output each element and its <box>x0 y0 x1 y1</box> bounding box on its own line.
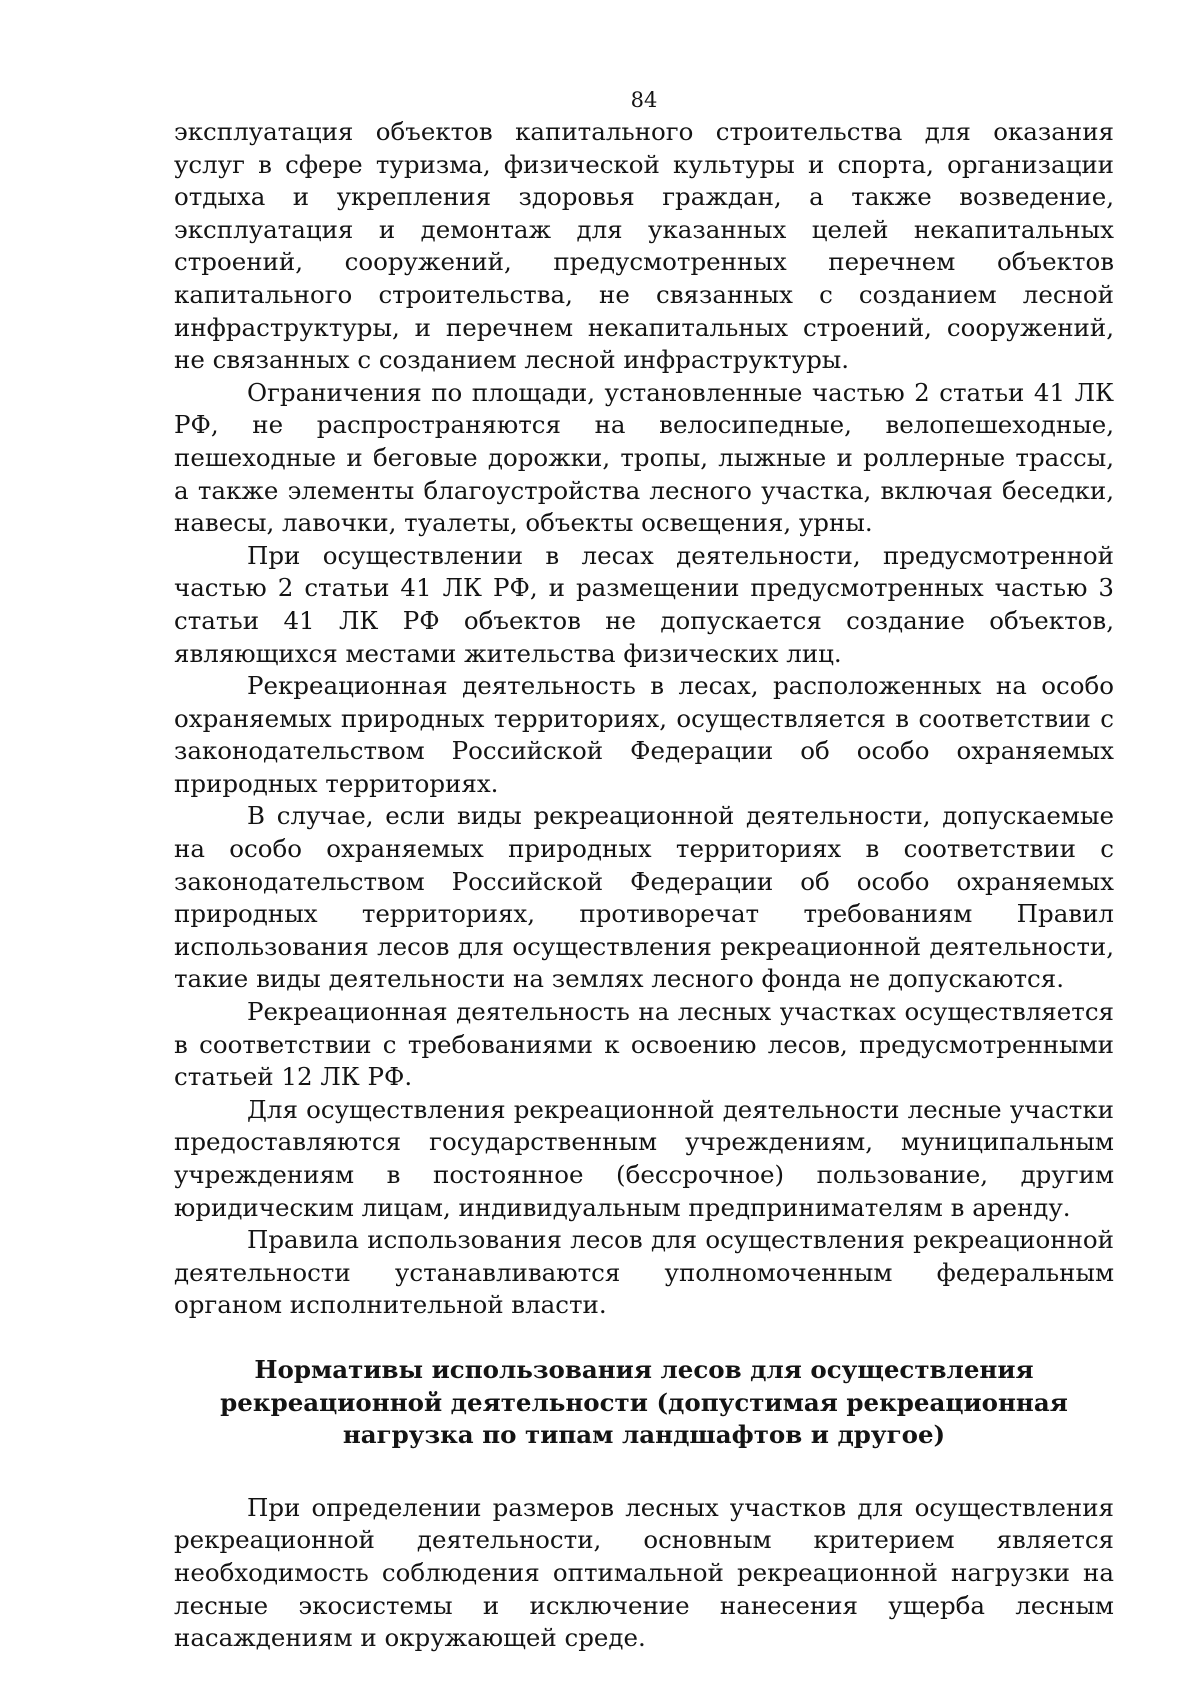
document-page <box>174 86 1114 1655</box>
paragraph-protected-territories: Рекреационная деятельность в лесах, расположенных на особо охраняемых природных территориях, осуществляется в соответствии с законодательством Российской Федерации об особо охраняемых природных территориях. <box>174 671 1114 798</box>
section-heading-line: нагрузка по типам ландшафтов и другое) <box>342 1420 946 1450</box>
spacer <box>174 1452 1114 1492</box>
paragraph-plot-size-criteria: При определении размеров лесных участков для осуществления рекреационной деятельности, основным критерием является необходимость соблюдения оптимальной рекреационной нагрузки на лесные экосистемы и исключение нанесения ущерба лесным насаждениям и окружающей среде. <box>174 1492 1114 1653</box>
paragraph-conflicting-activities: В случае, если виды рекреационной деятельности, допускаемые на особо охраняемых природных территориях в соответствии с законодательством Российской Федерации об особо охраняемых природных территориях, противоречат требованиям Правил использования лесов для осуществления рекреационной деятельности, такие виды деятельности на землях лесного фонда не допускаются. <box>174 801 1114 994</box>
paragraph-rules-authority: Правила использования лесов для осуществления рекреационной деятельности устанавливаются уполномоченным федеральным органом исполнительной власти. <box>174 1225 1114 1320</box>
paragraph-land-provision: Для осуществления рекреационной деятельности лесные участки предоставляются государственным учреждениям, муниципальным учреждениям в постоянное (бессрочное) пользование, другим юридическим лицам, индивидуальным предпринимателям в аренду. <box>174 1094 1114 1222</box>
paragraph-area-restrictions: Ограничения по площади, установленные частью 2 статьи 41 ЛК РФ, не распространяются на велосипедные, велопешеходные, пешеходные и беговые дорожки, тропы, лыжные и роллерные трассы, а также элементы благоустройства лесного участка, включая беседки, навесы, лавочки, туалеты, объекты освещения, урны. <box>174 377 1114 538</box>
section-heading-line: Нормативы использования лесов для осуществления <box>254 1354 1034 1384</box>
paragraph-continued: эксплуатация объектов капитального строительства для оказания услуг в сфере туризма, физической культуры и спорта, организации отдыха и укрепления здоровья граждан, а также возведение, эксплуатация и демонтаж для указанных целей некапитальных строений, сооружений, предусмотренных перечнем объектов капитального строительства, не связанных с созданием лесной инфраструктуры, и перечнем некапитальных строений, сооружений, не связанных с созданием лесной инфраструктуры. <box>174 117 1114 375</box>
section-heading-line: рекреационной деятельности (допустимая рекреационная <box>220 1387 1068 1417</box>
paragraph-development-requirements: Рекреационная деятельность на лесных участках осуществляется в соответствии с требованиями к освоению лесов, предусмотренными статьей 12 ЛК РФ. <box>174 997 1114 1092</box>
paragraph-residence-prohibition: При осуществлении в лесах деятельности, предусмотренной частью 2 статьи 41 ЛК РФ, и размещении предусмотренных частью 3 статьи 41 ЛК РФ объектов не допускается создание объектов, являющихся местами жительства физических лиц. <box>174 540 1114 668</box>
page-number: 84 <box>630 88 658 112</box>
section-heading <box>174 1354 1114 1452</box>
